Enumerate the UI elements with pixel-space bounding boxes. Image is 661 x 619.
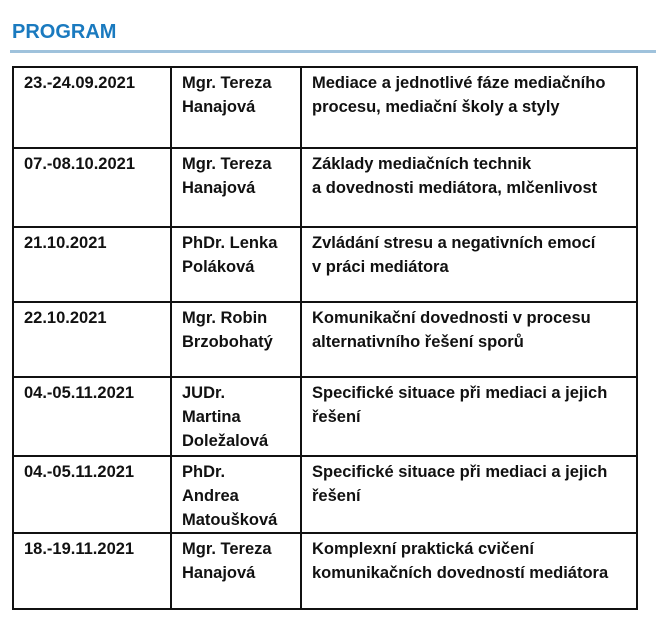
date-text: 21.10.2021 (24, 234, 107, 252)
date-text: 18.-19.11.2021 (24, 540, 135, 558)
topic-cell (301, 148, 637, 227)
topic-text-line: a dovednosti mediátora, mlčenlivost (312, 179, 598, 197)
lecturer-cell (171, 456, 301, 533)
topic-cell (301, 227, 637, 302)
date-text: 04.-05.11.2021 (24, 384, 135, 402)
lecturer-text-line: Mgr. Tereza (182, 74, 272, 92)
lecturer-text-line: Mgr. Tereza (182, 155, 272, 173)
lecturer-text-line: Martina (182, 408, 241, 426)
lecturer-cell (171, 148, 301, 227)
lecturer-text-line: Hanajová (182, 98, 256, 116)
lecturer-text-line: Andrea (182, 487, 239, 505)
date-cell (13, 456, 171, 533)
date-cell (13, 302, 171, 377)
date-text: 07.-08.10.2021 (24, 155, 136, 173)
lecturer-text-line: PhDr. (182, 463, 226, 481)
heading-divider (10, 50, 656, 53)
topic-text-line: Zvládání stresu a negativních emocí (312, 234, 596, 252)
lecturer-text-line: Poláková (182, 258, 255, 276)
topic-text-line: Mediace a jednotlivé fáze mediačního (312, 74, 606, 92)
lecturer-text-line: Hanajová (182, 179, 256, 197)
topic-cell (301, 67, 637, 148)
lecturer-cell (171, 227, 301, 302)
lecturer-cell (171, 377, 301, 456)
lecturer-cell (171, 302, 301, 377)
topic-cell (301, 302, 637, 377)
date-text: 23.-24.09.2021 (24, 74, 136, 92)
topic-text-line: Specifické situace při mediaci a jejich (312, 463, 608, 481)
date-cell (13, 377, 171, 456)
table-row (13, 148, 637, 227)
table-row (13, 456, 637, 533)
lecturer-cell (171, 533, 301, 609)
table-row (13, 533, 637, 609)
topic-text-line: v práci mediátora (312, 258, 449, 276)
lecturer-text-line: Mgr. Robin (182, 309, 268, 327)
lecturer-text-line: Hanajová (182, 564, 256, 582)
date-cell (13, 227, 171, 302)
topic-text-line: řešení (312, 487, 361, 505)
date-text: 04.-05.11.2021 (24, 463, 135, 481)
date-text: 22.10.2021 (24, 309, 107, 327)
table-row (13, 377, 637, 456)
table-row (13, 302, 637, 377)
topic-text-line: Komunikační dovednosti v procesu (312, 309, 591, 327)
lecturer-text-line: Mgr. Tereza (182, 540, 272, 558)
date-cell (13, 533, 171, 609)
lecturer-text-line: Brzobohatý (182, 333, 273, 351)
page-title: PROGRAM (12, 21, 117, 43)
topic-cell (301, 377, 637, 456)
topic-text-line: řešení (312, 408, 361, 426)
topic-text-line: Základy mediačních technik (312, 155, 532, 173)
program-table (12, 66, 638, 610)
lecturer-text-line: Doležalová (182, 432, 269, 450)
topic-cell (301, 456, 637, 533)
lecturer-text-line: Matoušková (182, 511, 278, 529)
lecturer-cell (171, 67, 301, 148)
date-cell (13, 67, 171, 148)
table-row (13, 227, 637, 302)
topic-text-line: komunikačních dovedností mediátora (312, 564, 609, 582)
topic-text-line: procesu, mediační školy a styly (312, 98, 560, 116)
lecturer-text-line: PhDr. Lenka (182, 234, 278, 252)
topic-cell (301, 533, 637, 609)
topic-text-line: Komplexní praktická cvičení (312, 540, 534, 558)
table-row (13, 67, 637, 148)
topic-text-line: alternativního řešení sporů (312, 333, 524, 351)
lecturer-text-line: JUDr. (182, 384, 226, 402)
date-cell (13, 148, 171, 227)
topic-text-line: Specifické situace při mediaci a jejich (312, 384, 608, 402)
